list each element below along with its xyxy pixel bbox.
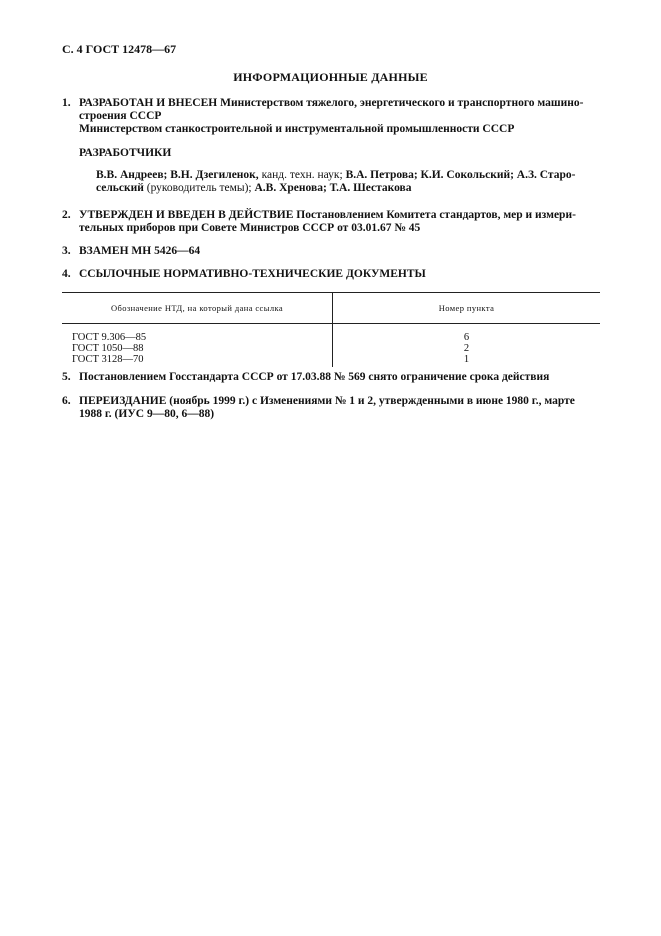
developer-names-bold-4: А.В. Хренова; Т.А. Шестакова — [251, 182, 412, 194]
item-5-text: Постановлением Госстандарта СССР от 17.03.88 № 569 снято ограничение срока действия — [79, 371, 550, 383]
table-cell-document: ГОСТ 3128—70 — [62, 354, 333, 367]
table-cell-clause: 2 — [463, 343, 470, 354]
table-row — [62, 354, 600, 367]
item-1-line-1: РАЗРАБОТАН И ВНЕСЕН Министерством тяжелого, энергетического и транспортного машино- — [79, 97, 584, 109]
item-4-references — [62, 268, 602, 281]
item-2-approved — [62, 209, 602, 235]
developer-names-bold-1: В.В. Андреев; В.Н. Дзегиленок, — [96, 169, 259, 181]
references-table — [62, 292, 600, 367]
table-cell-clause: 1 — [463, 354, 470, 365]
table-row — [62, 343, 600, 354]
item-6-reissue — [62, 395, 602, 421]
developer-names-bold-3: сельский — [96, 182, 144, 194]
developer-degree: канд. техн. наук; — [258, 169, 343, 181]
item-1-line-3: Министерством станкостроительной и инструментальной промышленности СССР — [79, 123, 515, 135]
item-3-replaces — [62, 245, 602, 258]
item-5-limitation — [62, 371, 602, 384]
table-cell-clause: 6 — [463, 332, 470, 343]
table-row — [62, 324, 600, 344]
item-1-line-2: строения СССР — [79, 110, 162, 122]
item-6-line-1: ПЕРЕИЗДАНИЕ (ноябрь 1999 г.) с Изменениями № 1 и 2, утвержденными в июне 1980 г., марте — [79, 395, 575, 407]
table-cell-document: ГОСТ 9.306—85 — [62, 324, 333, 344]
item-3-text: ВЗАМЕН МН 5426—64 — [79, 245, 201, 257]
item-number: 2. — [62, 209, 71, 221]
table-header-row — [62, 293, 600, 324]
column-header-clause: Номер пункта — [333, 293, 601, 324]
table-cell-document: ГОСТ 1050—88 — [62, 343, 333, 354]
column-header-document: Обозначение НТД, на который дана ссылка — [62, 293, 333, 324]
item-6-line-2: 1988 г. (ИУС 9—80, 6—88) — [79, 408, 215, 420]
item-number: 4. — [62, 268, 71, 280]
item-number: 1. — [62, 97, 71, 109]
item-2-line-1: УТВЕРЖДЕН И ВВЕДЕН В ДЕЙСТВИЕ Постановлением Комитета стандартов, мер и измери- — [79, 209, 576, 221]
item-2-line-2: тельных приборов при Совете Министров СССР от 03.01.67 № 45 — [79, 222, 421, 234]
item-number: 5. — [62, 371, 71, 383]
item-number: 6. — [62, 395, 71, 407]
item-4-text: ССЫЛОЧНЫЕ НОРМАТИВНО-ТЕХНИЧЕСКИЕ ДОКУМЕНТЫ — [79, 268, 426, 280]
developer-names-bold-2: В.А. Петрова; К.И. Сокольский; А.З. Старо- — [342, 169, 576, 181]
developers-names — [96, 169, 602, 195]
item-1-developed — [62, 97, 602, 136]
item-number: 3. — [62, 245, 71, 257]
developer-role: (руководитель темы); — [143, 182, 252, 194]
developers-label: РАЗРАБОТЧИКИ — [79, 147, 172, 159]
page-header: С. 4 ГОСТ 12478—67 — [62, 42, 177, 56]
section-title: ИНФОРМАЦИОННЫЕ ДАННЫЕ — [233, 70, 428, 84]
